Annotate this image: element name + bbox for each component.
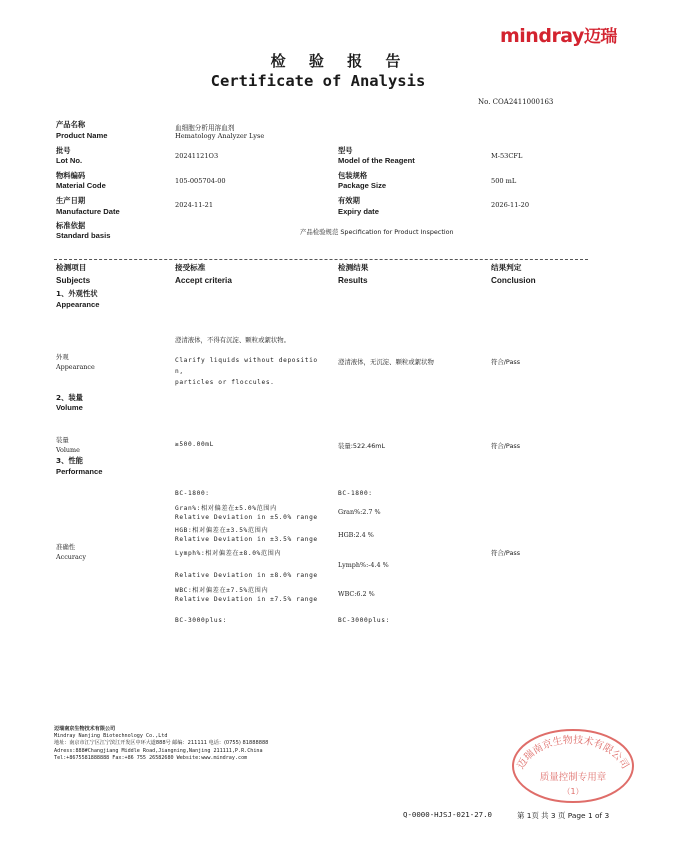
product-name-label-cn: 产品名称 — [56, 120, 86, 129]
criteria-line: Relative Deviation in ±7.5% range — [175, 596, 318, 603]
stamp-arc-text: 迈瑞南京生物技术有限公司 — [515, 734, 631, 772]
expiry-date-value: 2026-11-20 — [491, 201, 530, 209]
criteria-line: Relative Deviation in ±8.0% range — [175, 572, 318, 579]
manufacture-date-value: 2024-11-21 — [175, 201, 214, 209]
section-volume-heading-en: Volume — [56, 403, 83, 412]
result-line: Gran%:2.7 % — [338, 508, 381, 516]
footer-company-en: Mindray Nanjing Biotechnology Co.,Ltd — [54, 733, 168, 739]
accuracy-subject-cn: 准确性 — [56, 543, 76, 551]
header-subjects-en: Subjects — [56, 276, 91, 285]
footer-contact: Tel:+8675581888888 Fax:+86 755 26582680 Website:www.mindray.com — [54, 755, 248, 761]
appearance-conclusion: 符合/Pass — [491, 358, 521, 366]
package-size-label-cn: 包装规格 — [338, 171, 368, 180]
header-subjects-cn: 检测项目 — [56, 263, 87, 272]
package-size-label-en: Package Size — [338, 181, 387, 190]
stamp-center-text: 质量控制专用章 — [539, 772, 607, 783]
section-appearance-heading-en: Appearance — [56, 300, 100, 309]
model-label-en: Model of the Reagent — [338, 156, 415, 165]
standard-basis-label-en: Standard basis — [56, 231, 111, 240]
footer-address-en: Adress:888#Changjiang Middle Road,Jiangning,Nanjing 211111,P.R.China — [54, 748, 263, 754]
appearance-criteria-en-1: Clarify liquids without depositio — [175, 357, 318, 364]
lot-no-label-cn: 批号 — [56, 146, 71, 155]
criteria-line: BC-3000plus: — [175, 617, 227, 624]
criteria-line: Relative Deviation in ±5.0% range — [175, 514, 318, 521]
footer-page-info: 第 1页 共 3 页 Page 1 of 3 — [517, 811, 610, 820]
product-name-value-en: Hematology Analyzer Lyse — [175, 132, 265, 140]
criteria-line: Gran%:相对偏差在±5.0%范围内 — [175, 505, 277, 512]
result-line: BC-3000plus: — [338, 617, 390, 624]
product-name-label-en: Product Name — [56, 131, 108, 140]
result-line: HGB:2.4 % — [338, 531, 374, 539]
material-code-value: 105-005704-00 — [175, 177, 226, 185]
expiry-date-label-cn: 有效期 — [338, 196, 360, 205]
stamp-number-text: （1） — [562, 787, 584, 796]
standard-basis-label-cn: 标准依据 — [56, 221, 86, 230]
appearance-result: 澄清液体，无沉淀、颗粒或絮状物 — [338, 358, 434, 366]
result-line: BC-1800: — [338, 490, 373, 497]
mindray-logo: mindray迈瑞 — [500, 25, 617, 47]
section-volume-heading-cn: 2、装量 — [56, 393, 83, 402]
header-conclusion-en: Conclusion — [491, 276, 536, 285]
appearance-criteria-en-3: particles or floccules. — [175, 379, 275, 386]
model-value: M-53CFL — [491, 152, 523, 160]
lot-no-label-en: Lot No. — [56, 156, 83, 165]
quality-control-stamp — [510, 720, 636, 804]
accuracy-subject-en: Accuracy — [56, 553, 86, 561]
product-name-value-cn: 血细胞分析用溶血剂 — [175, 124, 235, 132]
volume-conclusion: 符合/Pass — [491, 442, 521, 450]
model-label-cn: 型号 — [338, 146, 353, 155]
header-results-en: Results — [338, 276, 368, 285]
header-divider — [54, 259, 588, 260]
criteria-line: WBC:相对偏差在±7.5%范围内 — [175, 587, 269, 594]
package-size-value: 500 mL — [491, 177, 517, 185]
criteria-line: BC-1800: — [175, 490, 210, 497]
section-performance-heading-cn: 3、性能 — [56, 456, 83, 465]
footer-address-cn: 地址：南京市江宁区江宁滨江开发区中环大道888号 邮编：211111 电话：(0755) 81888888 — [54, 740, 269, 746]
criteria-line: Relative Deviation in ±3.5% range — [175, 536, 318, 543]
appearance-criteria-cn: 澄清液体，不得有沉淀、颗粒或絮状物。 — [175, 336, 291, 344]
accuracy-conclusion: 符合/Pass — [491, 549, 521, 557]
header-results-cn: 检测结果 — [338, 263, 369, 272]
section-appearance-heading-cn: 1、外观性状 — [56, 289, 98, 298]
criteria-line: HGB:相对偏差在±3.5%范围内 — [175, 527, 269, 534]
expiry-date-label-en: Expiry date — [338, 207, 379, 216]
lot-no-value: 20241121O3 — [175, 152, 219, 160]
criteria-line: Lymph%:相对偏差在±8.0%范围内 — [175, 550, 282, 557]
header-conclusion-cn: 结果判定 — [491, 263, 522, 272]
result-line: Lymph%:-4.4 % — [338, 561, 389, 569]
material-code-label-en: Material Code — [56, 181, 106, 190]
title-en: Certificate of Analysis — [210, 72, 426, 90]
appearance-criteria-en-2: n, — [175, 368, 184, 375]
section-performance-heading-en: Performance — [56, 467, 103, 476]
header-criteria-en: Accept criteria — [175, 276, 232, 285]
manufacture-date-label-cn: 生产日期 — [56, 196, 86, 205]
standard-basis-value: 产品检验规范 Specification for Product Inspection — [300, 228, 454, 236]
volume-subject-en: Volume — [56, 446, 80, 454]
title-cn: 检 验 报 告 — [270, 52, 410, 70]
footer-company-cn: 迈瑞南京生物技术有限公司 — [54, 726, 116, 732]
material-code-label-cn: 物料编码 — [56, 171, 86, 180]
volume-subject-cn: 装量 — [56, 436, 69, 444]
volume-criteria: ≥500.00mL — [175, 441, 214, 448]
appearance-subject-en: Appearance — [56, 363, 95, 371]
document-number: No. COA2411000163 — [478, 98, 554, 106]
header-criteria-cn: 接受标准 — [175, 263, 206, 272]
volume-result: 装量:522.46mL — [338, 442, 386, 450]
result-line: WBC:6.2 % — [338, 590, 375, 598]
footer-doc-code: Q-0000-HJSJ-021-27.0 — [403, 810, 492, 819]
manufacture-date-label-en: Manufacture Date — [56, 207, 120, 216]
appearance-subject-cn: 外观 — [56, 353, 69, 361]
